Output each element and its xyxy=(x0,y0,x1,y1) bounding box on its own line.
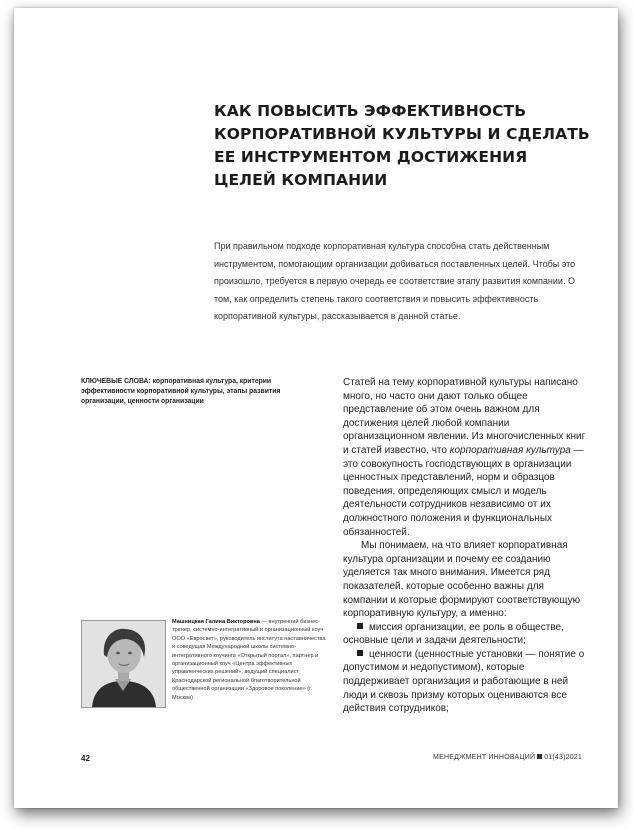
author-photo xyxy=(81,620,166,708)
keywords-block xyxy=(81,376,320,406)
bullet-square-icon xyxy=(357,623,363,629)
list-item xyxy=(343,648,591,716)
article-title: КАК ПОВЫСИТЬ ЭФФЕКТИВНОСТЬ КОРПОРАТИВНОЙ КУЛЬТУРЫ И СДЕЛАТЬ ЕЕ ИНСТРУМЕНТОМ ДОСТИЖЕНИЯ ЦЕЛЕЙ КОМПАНИИ xyxy=(214,102,590,189)
author-bio xyxy=(172,618,330,702)
page-number: 42 xyxy=(81,754,90,763)
magazine-page xyxy=(14,8,618,808)
body-text: Статей на тему корпоративной культуры написано много, но часто они дают только общее представление об этом очень важном для достижения целей любой компании организационном явлении. Из многочисленных книг и статей известно, что xyxy=(343,377,586,456)
journal-issue: 01(43)2021 xyxy=(544,754,582,761)
keywords-label: КЛЮЧЕВЫЕ СЛОВА: xyxy=(81,376,151,385)
author-portrait-icon xyxy=(82,621,165,707)
article-lead: При правильном подходе корпоративная культура способна стать действенным инструментом, помогающим организации добиваться поставленных целей. Чтобы это произошло, требуется в первую очередь ее соответствие этапу развития компании. О том, как определить степень такого соответствия и повысить эффективность корпоративной культуры, рассказывается в данной статье. xyxy=(214,241,576,322)
bullet-square-icon xyxy=(357,650,363,656)
keywords-text: корпоративная культура, критерии эффективности корпоративной культуры, этапы развития организации, ценности организации xyxy=(81,376,281,405)
body-emphasis: корпоративная культура xyxy=(449,444,571,456)
body-text: — это совокупность господствующих в организации ценностных представлений, норм и образцов поведения, определяющих смысл и модель деятельности сотрудников независимо от их должностного положения и функциональных обязанностей. xyxy=(343,444,584,538)
author-description: — внутренний бизнес-тренер, системно-интегративный и организационный коуч ООО «Евросвет», руководитель института наставничества и соведущая Международной школы системно-интегративного коучинга «Открытый портал», партнер и организационный коуч «Центра эффективных управленческих решений», ведущий специалист Краснодарской региональной благотворительной общественной организации «Здоровое поколение» (г. Москва) xyxy=(172,619,326,701)
list-item-text: миссия организации, ее роль в обществе, основные цели и задачи деятельности; xyxy=(343,621,564,647)
journal-name: МЕНЕДЖМЕНТ ИННОВАЦИЙ xyxy=(433,754,536,761)
body-paragraph-2: Мы понимаем, на что влияет корпоративная культура организации и почему ее созданию уделяется так много внимания. Имеется ряд показателей, которые особенно важны для компании и которые формируют соответствующую корпоративную культуру, а именно: xyxy=(343,540,581,620)
body-paragraph-1 xyxy=(343,376,591,539)
list-item xyxy=(343,621,591,648)
separator-square-icon xyxy=(537,754,542,759)
author-name: Машницкая Галина Викторовна xyxy=(172,619,260,625)
article-body xyxy=(343,376,591,716)
journal-footer xyxy=(433,754,582,761)
list-item-text: ценности (ценностные установки — понятие о допустимом и недопустимом), которые поддерживает организация и работающие в ней люди и сквозь призму которых оцениваются все действия сотрудников; xyxy=(343,648,585,715)
